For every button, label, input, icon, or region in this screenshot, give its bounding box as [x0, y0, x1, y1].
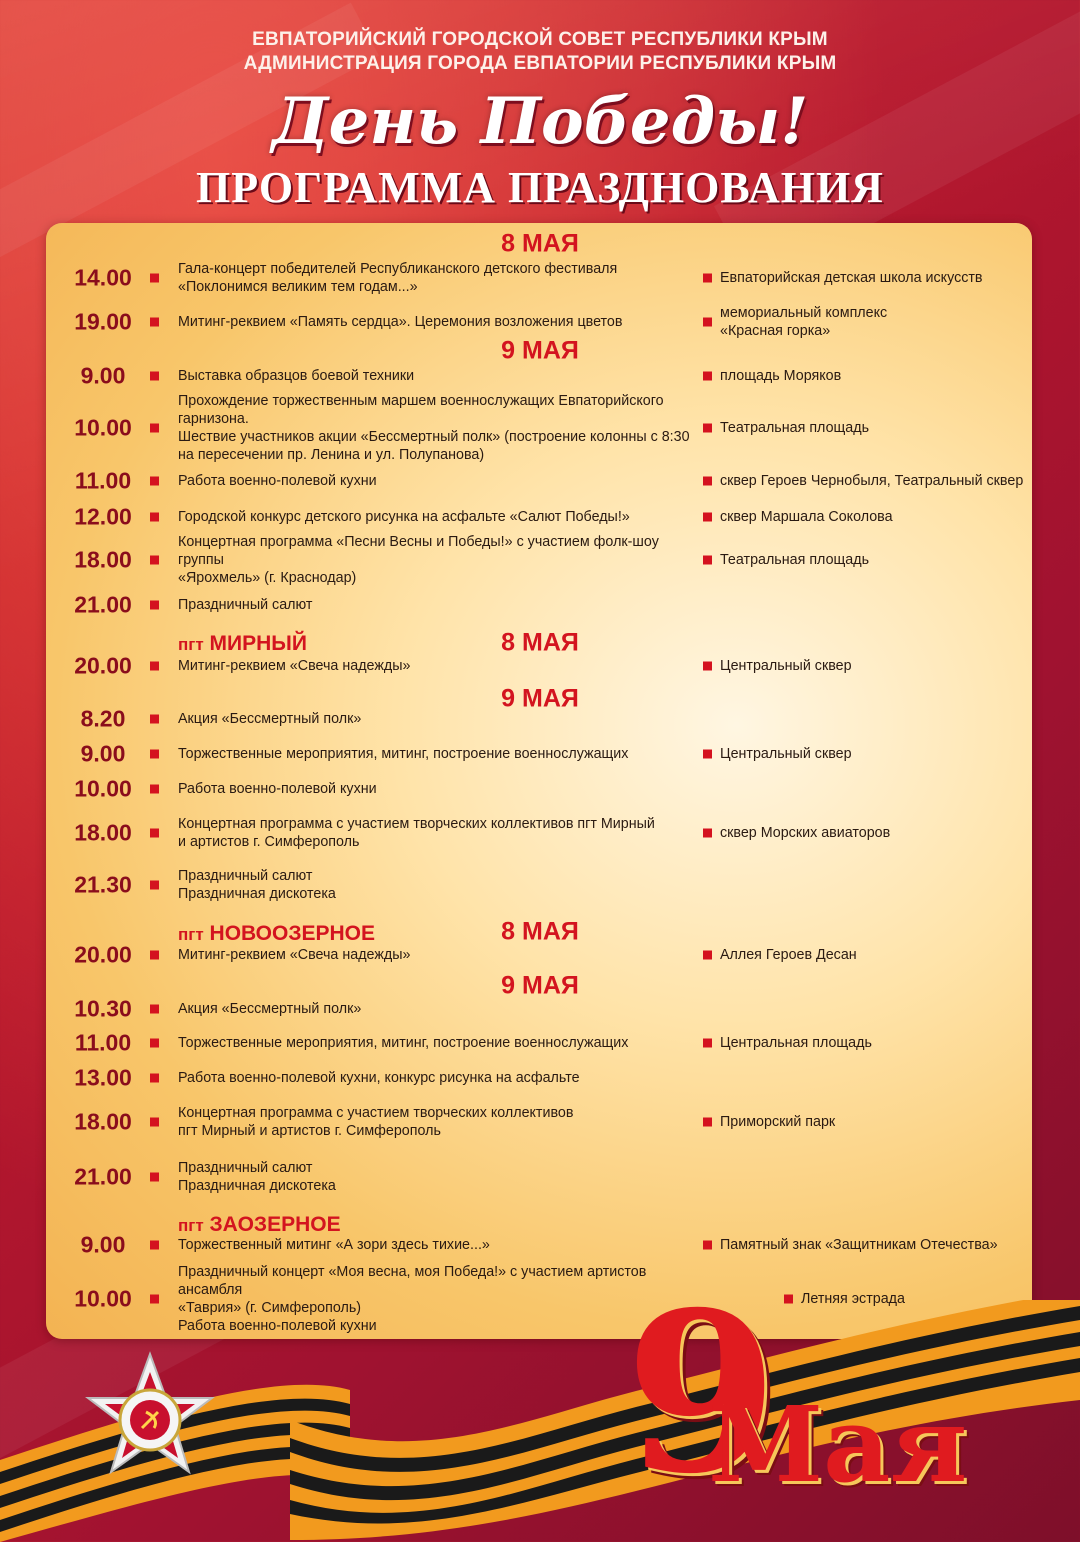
event-description [178, 1236, 708, 1254]
bullet-icon [150, 829, 159, 838]
event-line: Выставка образцов боевой техники [178, 368, 415, 384]
event-description [178, 745, 708, 763]
event-location [720, 472, 1023, 490]
bullet-icon [703, 662, 712, 671]
event-time: 11.00 [74, 467, 132, 494]
event-description [178, 1159, 708, 1195]
location-line: Летняя эстрада [801, 1291, 905, 1307]
event-line: Городской конкурс детского рисунка на асфальте «Салют Победы!» [178, 509, 630, 525]
event-time: 13.00 [74, 1064, 132, 1091]
bullet-icon [150, 662, 159, 671]
bullet-icon [150, 1173, 159, 1182]
bullet-icon [703, 1118, 712, 1127]
bullet-icon [150, 274, 159, 283]
bullet-icon [703, 1241, 712, 1250]
bullet-icon [150, 750, 159, 759]
event-line: пгт Мирный и артистов г. Симферополь [178, 1123, 441, 1139]
event-location [720, 419, 869, 437]
event-line: Митинг-реквием «Свеча надежды» [178, 658, 411, 674]
program-title: ПРОГРАММА ПРАЗДНОВАНИЯ [196, 163, 884, 212]
bullet-icon [703, 829, 712, 838]
locality-prefix: пгт [178, 1216, 204, 1235]
event-description [178, 313, 708, 331]
bullet-icon [150, 1005, 159, 1014]
event-location [720, 304, 887, 340]
locality-prefix: пгт [178, 925, 204, 944]
bullet-icon [150, 1241, 159, 1250]
event-time: 18.00 [74, 819, 132, 846]
locality-heading-zaozernoe [178, 1213, 341, 1237]
bullet-icon [150, 372, 159, 381]
event-location [720, 657, 852, 675]
event-time: 10.00 [74, 775, 132, 802]
event-time: 21.00 [74, 1163, 132, 1190]
bullet-icon [150, 881, 159, 890]
location-line: сквер Героев Чернобыля, Театральный сквер [720, 473, 1024, 489]
bullet-icon [150, 785, 159, 794]
event-description [178, 260, 708, 296]
bullet-icon [150, 601, 159, 610]
event-location [720, 367, 841, 385]
bullet-icon [150, 1118, 159, 1127]
bullet-icon [703, 318, 712, 327]
event-location [720, 551, 869, 569]
poster-header [0, 28, 1080, 214]
event-description [178, 815, 708, 851]
location-line: сквер Маршала Соколова [720, 509, 893, 525]
event-location [720, 1113, 835, 1131]
event-line: Концертная программа с участием творческих коллективов пгт Мирный [178, 816, 655, 832]
event-time: 9.00 [80, 740, 126, 767]
event-description [178, 1000, 708, 1018]
event-time: 9.00 [80, 1231, 126, 1258]
date-heading: 8 МАЯ [501, 628, 579, 657]
bullet-icon [150, 424, 159, 433]
event-line: на пересечении пр. Ленина и ул. Полупанова) [178, 447, 485, 463]
bullet-icon [150, 951, 159, 960]
event-description [178, 1034, 708, 1052]
bullet-icon [703, 1039, 712, 1048]
locality-name: МИРНЫЙ [209, 632, 307, 655]
event-line: Концертная программа «Песни Весны и Победы!» с участием фолк-шоу группы [178, 534, 659, 568]
location-line: Центральная площадь [720, 1035, 872, 1051]
event-time: 11.00 [74, 1029, 132, 1056]
location-line: мемориальный комплекс [720, 305, 888, 321]
date-heading: 9 МАЯ [501, 684, 579, 713]
badge-month: Мая [708, 1383, 968, 1506]
bullet-icon [703, 556, 712, 565]
event-line: Торжественный митинг «А зори здесь тихие...» [178, 1237, 490, 1253]
event-line: Работа военно-полевой кухни [178, 1318, 377, 1334]
bullet-icon [150, 556, 159, 565]
event-line: Праздничный салют [178, 597, 313, 613]
bullet-icon [703, 372, 712, 381]
event-line: Праздничная дискотека [178, 886, 336, 902]
location-line: «Красная горка» [720, 323, 831, 339]
location-line: Памятный знак «Защитникам Отечества» [720, 1237, 998, 1253]
event-line: Прохождение торжественным маршем военнослужащих Евпаторийского гарнизона. [178, 393, 664, 427]
event-description [178, 596, 708, 614]
event-line: Шествие участников акции «Бессмертный полк» (построение колонны с 8:30 [178, 429, 690, 445]
event-line: Торжественные мероприятия, митинг, построение военнослужащих [178, 1035, 629, 1051]
event-description [178, 1104, 708, 1140]
event-line: Работа военно-полевой кухни [178, 473, 377, 489]
event-line: Торжественные мероприятия, митинг, построение военнослужащих [178, 746, 629, 762]
event-location [720, 824, 890, 842]
event-location [720, 946, 857, 964]
event-line: Праздничный салют [178, 1160, 313, 1176]
event-time: 8.20 [80, 705, 126, 732]
event-time: 20.00 [74, 652, 132, 679]
date-heading: 8 МАЯ [501, 229, 579, 258]
event-line: и артистов г. Симферополь [178, 834, 360, 850]
location-line: Евпаторийская детская школа искусств [720, 270, 983, 286]
event-line: «Таврия» (г. Симферополь) [178, 1300, 362, 1316]
locality-name: НОВООЗЕРНОЕ [209, 922, 376, 945]
location-line: Центральный сквер [720, 746, 852, 762]
bullet-icon [150, 477, 159, 486]
event-description [178, 657, 708, 675]
bullet-icon [703, 513, 712, 522]
event-line: Акция «Бессмертный полк» [178, 711, 362, 727]
event-line: Праздничная дискотека [178, 1178, 336, 1194]
bullet-icon [703, 477, 712, 486]
event-time: 21.00 [74, 591, 132, 618]
org-line-1: ЕВПАТОРИЙСКИЙ ГОРОДСКОЙ СОВЕТ РЕСПУБЛИКИ КРЫМ [252, 29, 828, 50]
event-line: «Ярохмель» (г. Краснодар) [178, 570, 357, 586]
bullet-icon [150, 318, 159, 327]
event-time: 21.30 [74, 871, 132, 898]
locality-prefix: пгт [178, 635, 204, 654]
locality-name: ЗАОЗЕРНОЕ [209, 1213, 341, 1236]
event-line: Праздничный концерт «Моя весна, моя Победа!» с участием артистов ансамбля [178, 1264, 647, 1298]
badge-day-number: 9 [625, 1263, 779, 1522]
org-line-2: АДМИНИСТРАЦИЯ ГОРОДА ЕВПАТОРИИ РЕСПУБЛИКИ КРЫМ [243, 53, 837, 74]
date-heading: 8 МАЯ [501, 917, 579, 946]
event-time: 18.00 [74, 1108, 132, 1135]
event-time: 20.00 [74, 941, 132, 968]
event-description [178, 533, 708, 587]
event-line: Митинг-реквием «Свеча надежды» [178, 947, 411, 963]
event-description [178, 946, 708, 964]
event-description [178, 1069, 708, 1087]
bullet-icon [703, 274, 712, 283]
event-time: 10.30 [74, 995, 132, 1022]
bullet-icon [150, 1074, 159, 1083]
event-time: 10.00 [74, 1285, 132, 1312]
event-line: Гала-концерт победителей Республиканского детского фестиваля [178, 261, 618, 277]
event-description [178, 392, 708, 464]
event-time: 9.00 [80, 362, 126, 389]
event-time: 18.00 [74, 546, 132, 573]
event-time: 14.00 [74, 264, 132, 291]
bullet-icon [703, 750, 712, 759]
victory-day-title: День Победы! [271, 84, 809, 159]
date-heading: 9 МАЯ [501, 971, 579, 1000]
locality-heading-novoozernoe [178, 922, 375, 946]
event-line: Работа военно-полевой кухни, конкурс рисунка на асфальте [178, 1070, 580, 1086]
bullet-icon [150, 1039, 159, 1048]
event-line: «Поклонимся великим тем годам...» [178, 279, 418, 295]
bullet-icon [150, 715, 159, 724]
event-line: Праздничный салют [178, 868, 313, 884]
event-time: 12.00 [74, 503, 132, 530]
event-location [720, 745, 852, 763]
event-description [178, 367, 708, 385]
bullet-icon [703, 951, 712, 960]
event-time: 19.00 [74, 308, 132, 335]
event-line: Концертная программа с участием творческих коллективов [178, 1105, 574, 1121]
location-line: сквер Морских авиаторов [720, 825, 891, 841]
location-line: площадь Моряков [720, 368, 842, 384]
location-line: Театральная площадь [720, 420, 870, 436]
event-description [178, 710, 708, 728]
event-location [720, 1236, 998, 1254]
date-heading: 9 МАЯ [501, 336, 579, 365]
bullet-icon [703, 424, 712, 433]
event-description [178, 780, 708, 798]
event-description [178, 472, 708, 490]
location-line: Приморский парк [720, 1114, 836, 1130]
event-line: Акция «Бессмертный полк» [178, 1001, 362, 1017]
location-line: Театральная площадь [720, 552, 870, 568]
event-location [720, 508, 893, 526]
event-time: 10.00 [74, 414, 132, 441]
locality-heading-mirny [178, 632, 307, 656]
event-line: Митинг-реквием «Память сердца». Церемония возложения цветов [178, 314, 623, 330]
location-line: Аллея Героев Десан [720, 947, 857, 963]
event-location [720, 269, 983, 287]
bullet-icon [150, 513, 159, 522]
event-line: Работа военно-полевой кухни [178, 781, 377, 797]
event-location [720, 1034, 872, 1052]
event-description [178, 508, 708, 526]
event-description [178, 867, 708, 903]
location-line: Центральный сквер [720, 658, 852, 674]
